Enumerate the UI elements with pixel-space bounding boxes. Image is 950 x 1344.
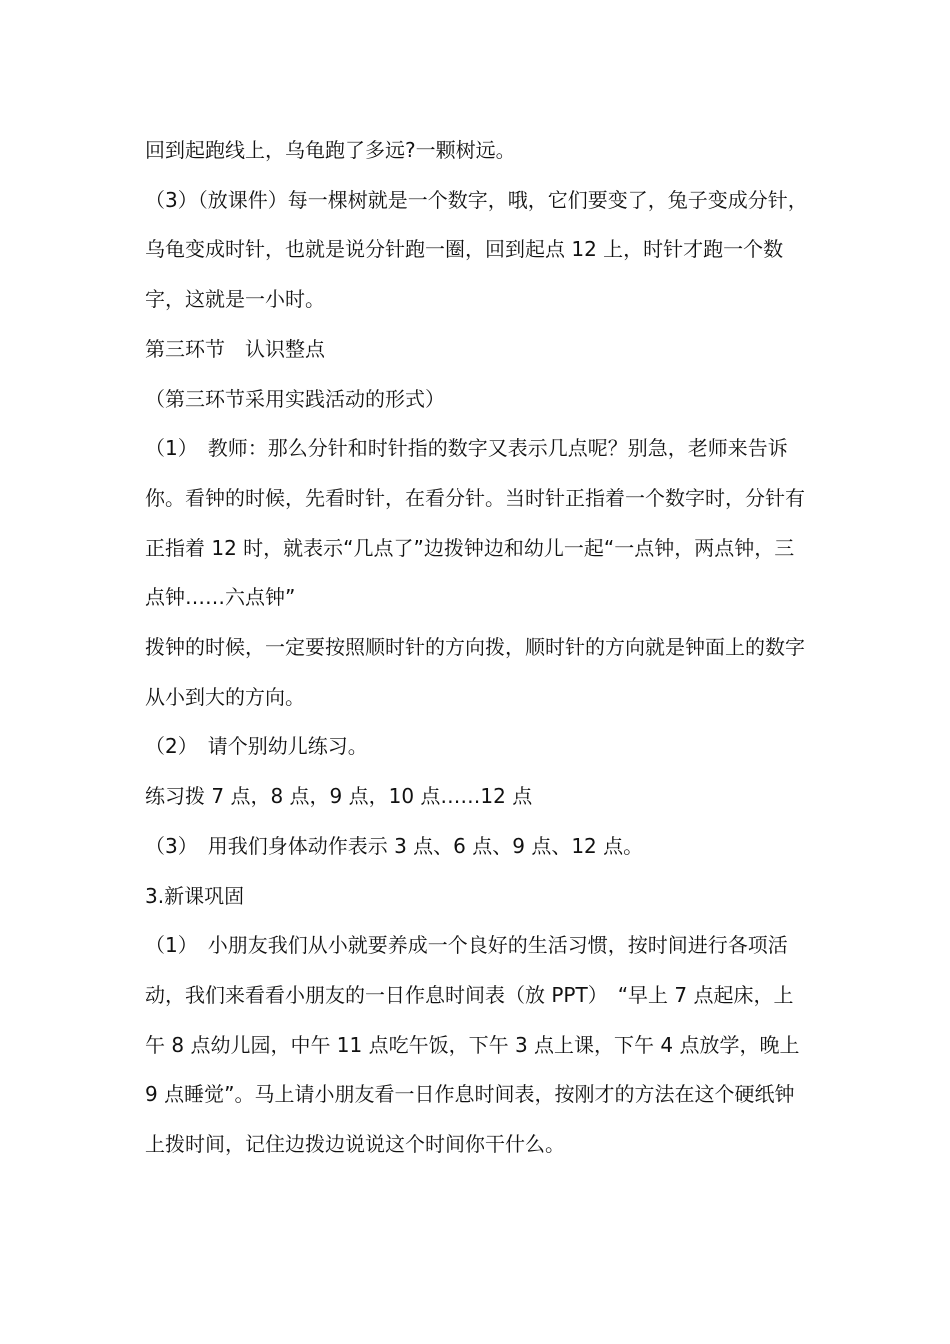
paragraph-individual-practice: （2） 请个别幼儿练习。 [145,734,368,759]
section-heading-consolidation: 3.新课巩固 [145,883,245,908]
paragraph-teacher-explanation: （1） 教师：那么分针和时针指的数字又表示几点呢？别急，老师来告诉你。看钟的时候，先看时针，在看分针。当时针正指着一个数字时，分针有正指着 12 时，就表示“几点了”边拨钟边和幼儿一起“一点钟，两点钟，三点钟……六点钟” [145,436,805,610]
paragraph-practice-hours: 练习拨 7 点，8 点，9 点，10 点……12 点 [145,784,533,809]
paragraph-race-distance: 回到起跑线上，乌龟跑了多远?一颗树远。 [145,138,516,162]
paragraph-courseware-trees: （3）（放课件）每一棵树就是一个数字，哦，它们要变了，兔子变成分针，乌龟变成时针，也就是说分针跑一圈，回到起点 12 上，时针才跑一个数字，这就是一小时。 [145,187,808,312]
document-body [145,126,810,1170]
paragraph-clockwise-rule: 拨钟的时候，一定要按照顺时针的方向拨，顺时针的方向就是钟面上的数字从小到大的方向。 [145,635,805,709]
paragraph-daily-schedule: （1） 小朋友我们从小就要养成一个良好的生活习惯，按时间进行各项活动，我们来看看小朋友的一日作息时间表（放 PPT） “早上 7 点起床，上午 8 点幼儿园，中午 11 点吃午饭，下午 3 点上课，下午 4 点放学，晚上 9 点睡觉”。马上请小朋友看一日作息时间表，按刚才的方法在这个硬纸钟上拨时间，记住边拨边说说这个时间你干什么。 [145,933,800,1157]
paragraph-activity-form: （第三环节采用实践活动的形式） [145,386,445,411]
paragraph-body-movement: （3） 用我们身体动作表示 3 点、6 点、9 点、12 点。 [145,833,644,858]
section-heading-third-part: 第三环节 认识整点 [145,336,325,361]
